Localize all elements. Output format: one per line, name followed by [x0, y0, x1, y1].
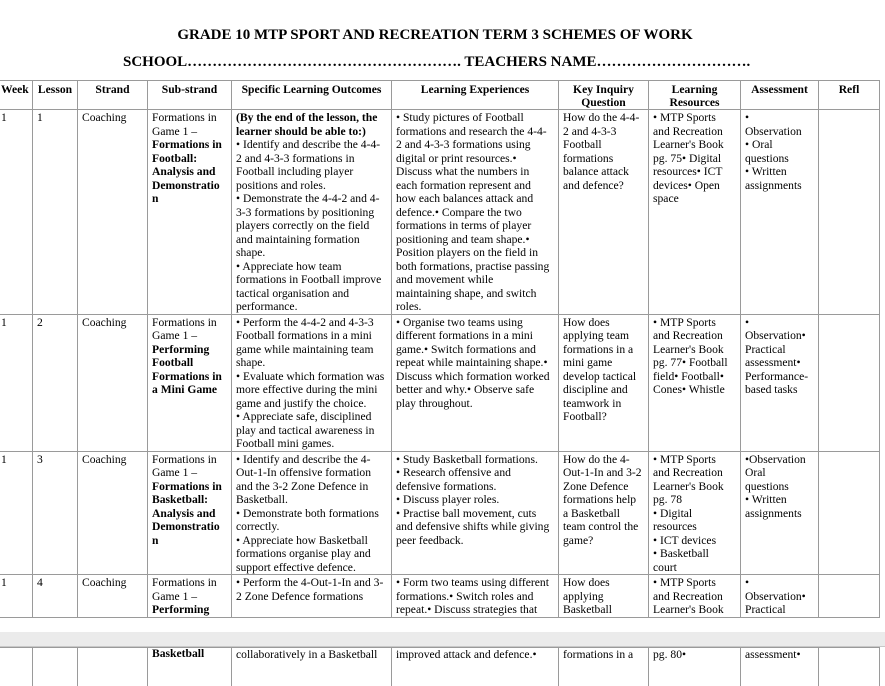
resource-line: and Recreation: [653, 125, 736, 139]
experiences-cell: [392, 451, 559, 575]
substrand-line: Performing: [152, 603, 227, 617]
question-line: and defence?: [563, 179, 644, 193]
outcome-line: • Appreciate safe, disciplined: [236, 410, 387, 424]
outcome-line: Out-1-In offensive formation: [236, 466, 387, 480]
experience-line: game.• Switch formations and: [396, 343, 554, 357]
experience-line: each formation represent and: [396, 179, 554, 193]
question-line: mini game: [563, 356, 644, 370]
experience-line: Position players on the field in: [396, 246, 554, 260]
header-reflection: Refl: [819, 81, 880, 110]
experience-line: roles.: [396, 300, 554, 314]
outcome-line: 3-3 formations by positioning: [236, 206, 387, 220]
question-line: formations in a: [563, 343, 644, 357]
outcome-line: Football including player: [236, 165, 387, 179]
outcome-line: • Identify and describe the 4-: [236, 453, 387, 467]
question-cell: [559, 314, 649, 451]
question-line: develop tactical: [563, 370, 644, 384]
assessment-cell: [741, 575, 819, 618]
outcome-line: Football mini games.: [236, 437, 387, 451]
experience-line: defence.• Compare the two: [396, 206, 554, 220]
assessment-cell: [741, 648, 819, 686]
question-line: teamwork in: [563, 397, 644, 411]
experience-line: • Research offensive and: [396, 466, 554, 480]
outcome-line: play and tactical awareness in: [236, 424, 387, 438]
reflection-cell: [819, 314, 880, 451]
resource-line: • MTP Sports: [653, 316, 736, 330]
lesson-cell: 4: [33, 575, 78, 618]
experience-line: positioning and team shape.•: [396, 233, 554, 247]
strand-cell: Coaching: [78, 451, 148, 575]
experience-line: maintaining shape, and switch: [396, 287, 554, 301]
resource-line: devices• Open: [653, 179, 736, 193]
outcome-line: game and justify the choice.: [236, 397, 387, 411]
reflection-cell: [819, 575, 880, 618]
resources-cell: [649, 314, 741, 451]
outcome-line: performance.: [236, 300, 387, 314]
question-line: game?: [563, 534, 644, 548]
assessment-line: Observation•: [745, 590, 814, 604]
resource-line: • MTP Sports: [653, 111, 736, 125]
question-line: Football?: [563, 410, 644, 424]
experience-line: formations and research the 4-4-: [396, 125, 554, 139]
resource-line: and Recreation: [653, 466, 736, 480]
question-line: How does: [563, 576, 644, 590]
question-line: Football: [563, 138, 644, 152]
substrand-line: Game 1 –: [152, 590, 227, 604]
assessment-cell: [741, 314, 819, 451]
resource-line: pg. 75• Digital: [653, 152, 736, 166]
lesson-cell: 2: [33, 314, 78, 451]
outcome-line: formations organise play and: [236, 547, 387, 561]
assessment-line: Performance-: [745, 370, 814, 384]
header-lesson: Lesson: [33, 81, 78, 110]
assessment-cell: [741, 110, 819, 315]
outcome-line: formations in Football improve: [236, 273, 387, 287]
week-cell: [0, 648, 33, 686]
substrand-cell: [148, 314, 232, 451]
experience-line: both formations, practise passing: [396, 260, 554, 274]
outcomes-cell: [232, 314, 392, 451]
resource-line: • Basketball: [653, 547, 736, 561]
resource-line: and Recreation: [653, 329, 736, 343]
experience-line: Discuss which formation worked: [396, 370, 554, 384]
resources-cell: [649, 110, 741, 315]
experience-line: play throughout.: [396, 397, 554, 411]
week-cell: 1: [0, 110, 33, 315]
question-line: How do the 4-: [563, 453, 644, 467]
substrand-cell: [148, 575, 232, 618]
experience-line: and movement while: [396, 273, 554, 287]
outcome-line: • Appreciate how Basketball: [236, 534, 387, 548]
question-line: How do the 4-4-: [563, 111, 644, 125]
outcome-line: • Perform the 4-4-2 and 4-3-3: [236, 316, 387, 330]
outcome-line: • Identify and describe the 4-4-: [236, 138, 387, 152]
strand-cell: Coaching: [78, 110, 148, 315]
substrand-line: Formations in: [152, 453, 227, 467]
question-cell: [559, 648, 649, 686]
resource-line: and Recreation: [653, 590, 736, 604]
header-experiences: Learning Experiences: [392, 81, 559, 110]
experience-line: Discuss what the numbers in: [396, 165, 554, 179]
header-resources: Learning Resources: [649, 81, 741, 110]
resource-line: pg. 80•: [653, 648, 736, 662]
substrand-line: Game 1 –: [152, 125, 227, 139]
resource-line: • ICT devices: [653, 534, 736, 548]
assessment-line: • Written: [745, 493, 814, 507]
resource-line: • Digital: [653, 507, 736, 521]
header-question: Key Inquiry Question: [559, 81, 649, 110]
substrand-line: Formations in: [152, 316, 227, 330]
experience-line: formations.• Switch roles and: [396, 590, 554, 604]
week-cell: 1: [0, 575, 33, 618]
substrand-line: Basketball:: [152, 493, 227, 507]
question-line: Basketball: [563, 603, 644, 617]
continued-table: [0, 647, 880, 686]
substrand-cell: [148, 648, 232, 686]
resources-cell: [649, 575, 741, 618]
assessment-line: •: [745, 316, 814, 330]
resource-line: pg. 78: [653, 493, 736, 507]
question-line: applying: [563, 590, 644, 604]
reflection-cell: [819, 110, 880, 315]
experience-line: • Study Basketball formations.: [396, 453, 554, 467]
table-row: [0, 314, 880, 451]
experience-line: improved attack and defence.•: [396, 648, 554, 662]
header-assessment: Assessment: [741, 81, 819, 110]
header-outcomes: Specific Learning Outcomes: [232, 81, 392, 110]
outcome-line: positions and roles.: [236, 179, 387, 193]
resource-line: Learner's Book: [653, 480, 736, 494]
substrand-line: n: [152, 534, 227, 548]
question-cell: [559, 110, 649, 315]
experiences-cell: [392, 648, 559, 686]
strand-cell: Coaching: [78, 314, 148, 451]
resource-line: Learner's Book: [653, 138, 736, 152]
resources-cell: [649, 451, 741, 575]
outcome-line: and maintaining formation: [236, 233, 387, 247]
resource-line: resources• ICT: [653, 165, 736, 179]
substrand-line: n: [152, 192, 227, 206]
next-page: [0, 646, 885, 686]
resource-line: Learner's Book: [653, 603, 736, 617]
header-week: Week: [0, 81, 33, 110]
substrand-line: Football: [152, 356, 227, 370]
experience-line: • Discuss player roles.: [396, 493, 554, 507]
outcome-line: 2 and 4-3-3 formations in: [236, 152, 387, 166]
question-line: 2 and 4-3-3: [563, 125, 644, 139]
assessment-line: based tasks: [745, 383, 814, 397]
strand-cell: Coaching: [78, 575, 148, 618]
resource-line: resources: [653, 520, 736, 534]
assessment-line: • Oral: [745, 138, 814, 152]
question-line: Zone Defence: [563, 480, 644, 494]
lesson-cell: 3: [33, 451, 78, 575]
experience-line: • Practise ball movement, cuts: [396, 507, 554, 521]
assessment-line: assignments: [745, 507, 814, 521]
strand-cell: [78, 648, 148, 686]
outcome-line: Basketball.: [236, 493, 387, 507]
outcomes-cell: [232, 451, 392, 575]
outcome-line: and the 3-2 Zone Defence in: [236, 480, 387, 494]
substrand-line: Game 1 –: [152, 329, 227, 343]
assessment-line: assignments: [745, 179, 814, 193]
assessment-line: Observation: [745, 125, 814, 139]
assessment-line: Practical: [745, 343, 814, 357]
outcome-line: 2 Zone Defence formations: [236, 590, 387, 604]
question-line: formations in a: [563, 648, 644, 662]
assessment-line: •: [745, 111, 814, 125]
assessment-line: assessment•: [745, 648, 814, 662]
experience-line: better and why.• Observe safe: [396, 383, 554, 397]
question-cell: [559, 575, 649, 618]
question-line: formations: [563, 152, 644, 166]
substrand-line: Formations in: [152, 370, 227, 384]
outcome-line: • Demonstrate both formations: [236, 507, 387, 521]
outcomes-cell: [232, 575, 392, 618]
experience-line: repeat while maintaining shape.•: [396, 356, 554, 370]
outcome-line: collaboratively in a Basketball: [236, 648, 387, 662]
assessment-line: Practical: [745, 603, 814, 617]
outcome-line: players correctly on the field: [236, 219, 387, 233]
experience-line: • Form two teams using different: [396, 576, 554, 590]
experience-line: • Study pictures of Football: [396, 111, 554, 125]
substrand-line: Analysis and: [152, 507, 227, 521]
reflection-cell: [819, 648, 880, 686]
substrand-line: Formations in: [152, 138, 227, 152]
substrand-line: Demonstratio: [152, 520, 227, 534]
experience-line: peer feedback.: [396, 534, 554, 548]
lesson-cell: [33, 648, 78, 686]
experience-line: 2 and 4-3-3 formations using: [396, 138, 554, 152]
outcome-line: • Perform the 4-Out-1-In and 3-: [236, 576, 387, 590]
resource-line: Cones• Whistle: [653, 383, 736, 397]
document-title: GRADE 10 MTP SPORT AND RECREATION TERM 3 SCHEMES OF WORK: [0, 27, 870, 44]
experiences-cell: [392, 314, 559, 451]
week-cell: 1: [0, 314, 33, 451]
question-line: discipline and: [563, 383, 644, 397]
outcome-line: tactical organisation and: [236, 287, 387, 301]
outcome-line: correctly.: [236, 520, 387, 534]
outcome-line: (By the end of the lesson, the: [236, 111, 387, 125]
resource-line: • MTP Sports: [653, 576, 736, 590]
experience-line: how each balances attack and: [396, 192, 554, 206]
outcomes-cell: [232, 648, 392, 686]
question-line: How does: [563, 316, 644, 330]
header-row: [0, 81, 880, 110]
outcome-line: learner should be able to:): [236, 125, 387, 139]
table-row: [0, 451, 880, 575]
outcome-line: Football formations in a mini: [236, 329, 387, 343]
substrand-line: Analysis and: [152, 165, 227, 179]
school-teacher-line: SCHOOL………………………………………………. TEACHERS NAME………………………….: [123, 54, 750, 71]
experience-line: formations in terms of player: [396, 219, 554, 233]
assessment-line: •: [745, 576, 814, 590]
outcome-line: game while maintaining team: [236, 343, 387, 357]
assessment-cell: [741, 451, 819, 575]
question-cell: [559, 451, 649, 575]
substrand-line: Game 1 –: [152, 466, 227, 480]
experiences-cell: [392, 110, 559, 315]
table-row: [0, 648, 880, 686]
substrand-line: Formations in: [152, 480, 227, 494]
substrand-line: Formations in: [152, 111, 227, 125]
substrand-line: Performing: [152, 343, 227, 357]
outcome-line: shape.: [236, 246, 387, 260]
question-line: Out-1-In and 3-2: [563, 466, 644, 480]
assessment-line: •Observation: [745, 453, 814, 467]
experience-line: repeat.• Discuss strategies that: [396, 603, 554, 617]
resource-line: court: [653, 561, 736, 575]
outcome-line: • Appreciate how team: [236, 260, 387, 274]
outcome-line: • Demonstrate the 4-4-2 and 4-: [236, 192, 387, 206]
resource-line: Learner's Book: [653, 343, 736, 357]
assessment-line: Observation•: [745, 329, 814, 343]
experience-line: digital or print resources.•: [396, 152, 554, 166]
schemes-table: [0, 80, 880, 618]
lesson-cell: 1: [33, 110, 78, 315]
substrand-line: Formations in: [152, 576, 227, 590]
substrand-line: Football:: [152, 152, 227, 166]
assessment-line: questions: [745, 152, 814, 166]
substrand-cell: [148, 110, 232, 315]
resource-line: space: [653, 192, 736, 206]
question-line: team control the: [563, 520, 644, 534]
experience-line: • Organise two teams using: [396, 316, 554, 330]
experience-line: and defensive shifts while giving: [396, 520, 554, 534]
table-row: [0, 575, 880, 618]
substrand-line: a Mini Game: [152, 383, 227, 397]
table-row: [0, 110, 880, 315]
assessment-line: • Written: [745, 165, 814, 179]
question-line: a Basketball: [563, 507, 644, 521]
assessment-line: assessment•: [745, 356, 814, 370]
outcome-line: support effective defence.: [236, 561, 387, 575]
reflection-cell: [819, 451, 880, 575]
question-line: applying team: [563, 329, 644, 343]
question-line: balance attack: [563, 165, 644, 179]
assessment-line: questions: [745, 480, 814, 494]
outcomes-cell: [232, 110, 392, 315]
resource-line: pg. 77• Football: [653, 356, 736, 370]
experience-line: defensive formations.: [396, 480, 554, 494]
assessment-line: Oral: [745, 466, 814, 480]
header-substrand: Sub-strand: [148, 81, 232, 110]
experiences-cell: [392, 575, 559, 618]
resources-cell: [649, 648, 741, 686]
resource-line: • MTP Sports: [653, 453, 736, 467]
experience-line: different formations in a mini: [396, 329, 554, 343]
outcome-line: more effective during the mini: [236, 383, 387, 397]
substrand-cell: [148, 451, 232, 575]
substrand-line: Demonstratio: [152, 179, 227, 193]
header-strand: Strand: [78, 81, 148, 110]
substrand-line: Basketball: [152, 648, 227, 661]
week-cell: 1: [0, 451, 33, 575]
resource-line: field• Football•: [653, 370, 736, 384]
outcome-line: • Evaluate which formation was: [236, 370, 387, 384]
question-line: formations help: [563, 493, 644, 507]
outcome-line: shape.: [236, 356, 387, 370]
